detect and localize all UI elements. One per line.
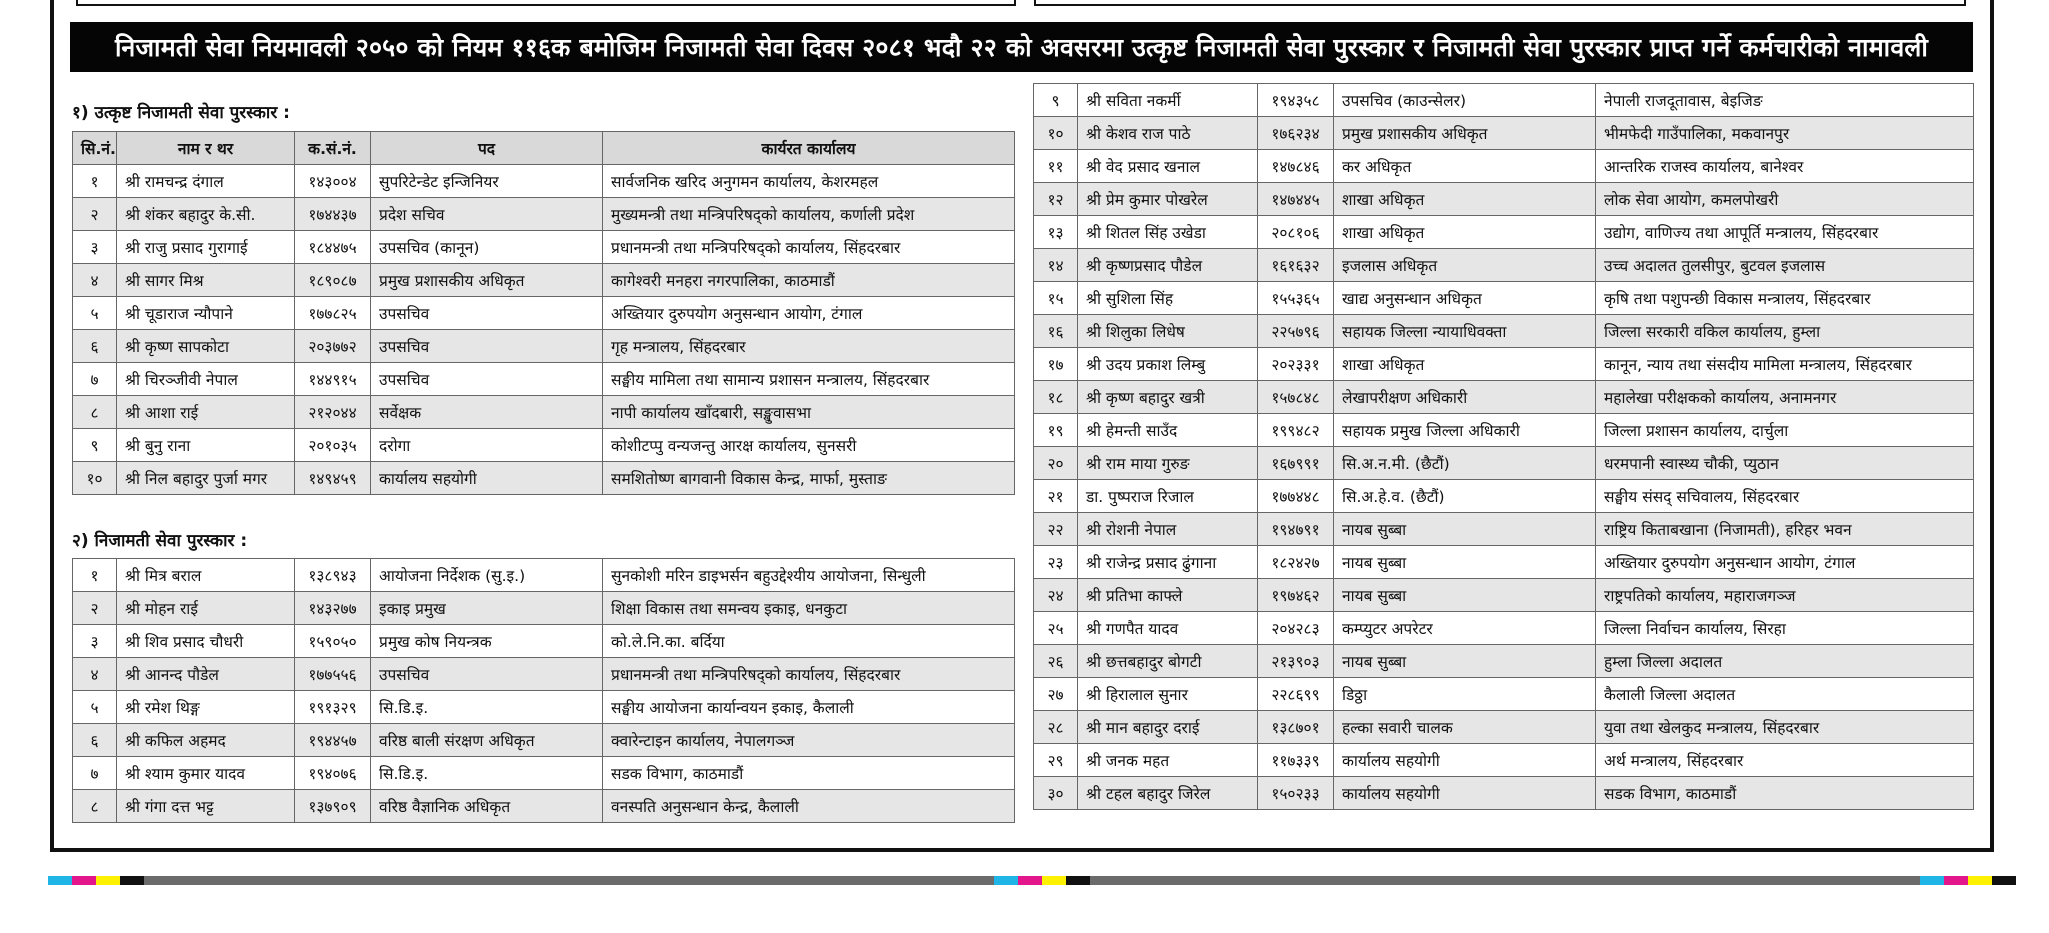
header-serial: सि.नं. (73, 132, 117, 165)
table-row (1034, 249, 1974, 282)
cell-name: श्री सुशिला सिंह (1078, 282, 1258, 315)
cell-post: कार्यालय सहयोगी (371, 462, 603, 495)
cell-serial: १७ (1034, 348, 1078, 381)
cell-office: सडक विभाग, काठमाडौं (603, 757, 1015, 790)
table-row (73, 724, 1015, 757)
cell-name: श्री उदय प्रकाश लिम्बु (1078, 348, 1258, 381)
cell-code: १५५३६५ (1258, 282, 1334, 315)
table-row (73, 559, 1015, 592)
cell-office: युवा तथा खेलकुद मन्त्रालय, सिंहदरबार (1596, 711, 1974, 744)
cell-code: २१२०४४ (295, 396, 371, 429)
cell-serial: ९ (1034, 84, 1078, 117)
table-header-row (73, 132, 1015, 165)
cell-serial: ६ (73, 330, 117, 363)
table-row (73, 429, 1015, 462)
cell-post: सुपरिटेन्डेट इन्जिनियर (371, 165, 603, 198)
cell-serial: २६ (1034, 645, 1078, 678)
cell-name: श्री कृष्ण सापकोटा (117, 330, 295, 363)
table-row (1034, 150, 1974, 183)
cell-name: श्री गणपैत यादव (1078, 612, 1258, 645)
cell-office: जिल्ला सरकारी वकिल कार्यालय, हुम्ला (1596, 315, 1974, 348)
cell-post: प्रदेश सचिव (371, 198, 603, 231)
cell-code: १८९०८७ (295, 264, 371, 297)
cell-serial: २० (1034, 447, 1078, 480)
cell-office: क्वारेन्टाइन कार्यालय, नेपालगञ्ज (603, 724, 1015, 757)
cell-post: लेखापरीक्षण अधिकारी (1334, 381, 1596, 414)
cell-code: १४७८४६ (1258, 150, 1334, 183)
cell-code: १४३००४ (295, 165, 371, 198)
cell-name: श्री शितल सिंह उखेडा (1078, 216, 1258, 249)
table-row (73, 625, 1015, 658)
cell-serial: २३ (1034, 546, 1078, 579)
table-row (1034, 579, 1974, 612)
cell-code: १९४३५८ (1258, 84, 1334, 117)
table-row (1034, 711, 1974, 744)
cell-serial: २९ (1034, 744, 1078, 777)
cell-serial: ३ (73, 231, 117, 264)
section1-title: १) उत्कृष्ट निजामती सेवा पुरस्कार : (72, 103, 290, 123)
cell-office: राष्ट्रिय किताबखाना (निजामती), हरिहर भवन (1596, 513, 1974, 546)
cell-office: सङ्घीय संसद् सचिवालय, सिंहदरबार (1596, 480, 1974, 513)
cell-name: श्री वेद प्रसाद खनाल (1078, 150, 1258, 183)
cell-serial: १० (1034, 117, 1078, 150)
cell-post: सहायक जिल्ला न्यायाधिवक्ता (1334, 315, 1596, 348)
cell-serial: २१ (1034, 480, 1078, 513)
cell-office: कागेश्वरी मनहरा नगरपालिका, काठमाडौं (603, 264, 1015, 297)
cell-code: १८४४७५ (295, 231, 371, 264)
cell-name: श्री हिरालाल सुनार (1078, 678, 1258, 711)
cell-code: ११७३३९ (1258, 744, 1334, 777)
table-row (1034, 678, 1974, 711)
cell-code: १४९४५९ (295, 462, 371, 495)
cell-code: १७४४३७ (295, 198, 371, 231)
cell-name: श्री बुनु राना (117, 429, 295, 462)
cell-name: श्री प्रतिभा काफ्ले (1078, 579, 1258, 612)
cell-name: श्री रोशनी नेपाल (1078, 513, 1258, 546)
cell-serial: ४ (73, 658, 117, 691)
cell-post: सि.अ.न.मी. (छैटौं) (1334, 447, 1596, 480)
cell-office: को.ले.नि.का. बर्दिया (603, 625, 1015, 658)
table-row (1034, 315, 1974, 348)
section2-table (72, 558, 1015, 823)
cell-code: २२५७९६ (1258, 315, 1334, 348)
header-office: कार्यरत कार्यालय (603, 132, 1015, 165)
cell-code: १६७९९१ (1258, 447, 1334, 480)
cell-code: १५७८४८ (1258, 381, 1334, 414)
table-row (1034, 546, 1974, 579)
header-name: नाम र थर (117, 132, 295, 165)
cell-code: १७७८२५ (295, 297, 371, 330)
cell-office: कानून, न्याय तथा संसदीय मामिला मन्त्रालय, सिंहदरबार (1596, 348, 1974, 381)
cell-serial: १२ (1034, 183, 1078, 216)
cell-code: १४३२७७ (295, 592, 371, 625)
cell-serial: २ (73, 198, 117, 231)
table-row (1034, 480, 1974, 513)
cell-serial: २४ (1034, 579, 1078, 612)
cell-serial: २७ (1034, 678, 1078, 711)
cell-code: १९४७९१ (1258, 513, 1334, 546)
cell-office: सुनकोशी मरिन डाइभर्सन बहुउद्देश्यीय आयोजना, सिन्धुली (603, 559, 1015, 592)
cell-office: जिल्ला प्रशासन कार्यालय, दार्चुला (1596, 414, 1974, 447)
cell-post: शाखा अधिकृत (1334, 216, 1596, 249)
cell-post: डिठ्ठा (1334, 678, 1596, 711)
cell-serial: ३० (1034, 777, 1078, 810)
table-row (1034, 513, 1974, 546)
cell-name: श्री मोहन राई (117, 592, 295, 625)
table-row (73, 198, 1015, 231)
cell-code: २२८६९९ (1258, 678, 1334, 711)
table-row (73, 757, 1015, 790)
cell-serial: ८ (73, 790, 117, 823)
cell-name: श्री शंकर बहादुर के.सी. (117, 198, 295, 231)
cell-serial: १५ (1034, 282, 1078, 315)
table-row (73, 231, 1015, 264)
section1-table (72, 131, 1015, 495)
table-row (1034, 777, 1974, 810)
table-row (1034, 612, 1974, 645)
cell-office: गृह मन्त्रालय, सिंहदरबार (603, 330, 1015, 363)
table-row (73, 165, 1015, 198)
table-row (1034, 183, 1974, 216)
cell-post: दरोगा (371, 429, 603, 462)
cell-serial: २५ (1034, 612, 1078, 645)
cell-code: २०३७७२ (295, 330, 371, 363)
cell-post: सि.डि.इ. (371, 691, 603, 724)
cell-post: प्रमुख कोष नियन्त्रक (371, 625, 603, 658)
section2-right-table (1033, 83, 1974, 810)
cell-post: नायब सुब्बा (1334, 645, 1596, 678)
table-row (73, 297, 1015, 330)
cell-serial: १८ (1034, 381, 1078, 414)
cell-post: खाद्य अनुसन्धान अधिकृत (1334, 282, 1596, 315)
cell-post: कम्प्युटर अपरेटर (1334, 612, 1596, 645)
cell-serial: ५ (73, 691, 117, 724)
cell-office: सार्वजनिक खरिद अनुगमन कार्यालय, केशरमहल (603, 165, 1015, 198)
table-row (1034, 216, 1974, 249)
table-row (73, 658, 1015, 691)
cell-office: सडक विभाग, काठमाडौं (1596, 777, 1974, 810)
cell-post: प्रमुख प्रशासकीय अधिकृत (371, 264, 603, 297)
cell-name: श्री आनन्द पौडेल (117, 658, 295, 691)
cell-serial: ५ (73, 297, 117, 330)
cell-name: श्री सागर मिश्र (117, 264, 295, 297)
table-row (1034, 447, 1974, 480)
cell-office: लोक सेवा आयोग, कमलपोखरी (1596, 183, 1974, 216)
cell-serial: १ (73, 165, 117, 198)
cell-post: शाखा अधिकृत (1334, 183, 1596, 216)
top-right-box (1034, 0, 1966, 6)
cell-name: श्री सविता नकर्मी (1078, 84, 1258, 117)
cell-name: श्री निल बहादुर पुर्जा मगर (117, 462, 295, 495)
cell-serial: १४ (1034, 249, 1078, 282)
cell-name: श्री जनक महत (1078, 744, 1258, 777)
table-row (73, 592, 1015, 625)
cell-post: उपसचिव (कानून) (371, 231, 603, 264)
cell-serial: ३ (73, 625, 117, 658)
table-row (1034, 645, 1974, 678)
cell-code: १४४९१५ (295, 363, 371, 396)
table-row (1034, 282, 1974, 315)
cell-office: भीमफेदी गाउँपालिका, मकवानपुर (1596, 117, 1974, 150)
cell-post: उपसचिव (371, 297, 603, 330)
color-registration-bar (48, 876, 2016, 885)
cell-office: नापी कार्यालय खाँदबारी, सङ्खुवासभा (603, 396, 1015, 429)
cell-office: उच्च अदालत तुलसीपुर, बुटवल इजलास (1596, 249, 1974, 282)
cell-code: १९९४८२ (1258, 414, 1334, 447)
cell-name: श्री मान बहादुर दराई (1078, 711, 1258, 744)
cell-serial: ११ (1034, 150, 1078, 183)
cell-name: श्री छत्तबहादुर बोगटी (1078, 645, 1258, 678)
cell-office: कोशीटप्पु वन्यजन्तु आरक्ष कार्यालय, सुनसरी (603, 429, 1015, 462)
cell-name: श्री कृष्ण बहादुर खत्री (1078, 381, 1258, 414)
cell-post: सहायक प्रमुख जिल्ला अधिकारी (1334, 414, 1596, 447)
cell-name: श्री कृष्णप्रसाद पौडेल (1078, 249, 1258, 282)
cell-office: आन्तरिक राजस्व कार्यालय, बानेश्वर (1596, 150, 1974, 183)
cell-serial: २८ (1034, 711, 1078, 744)
cell-name: श्री राजेन्द्र प्रसाद ढुंगाना (1078, 546, 1258, 579)
cell-code: १९१३२९ (295, 691, 371, 724)
cell-post: वरिष्ठ वैज्ञानिक अधिकृत (371, 790, 603, 823)
cell-office: अर्थ मन्त्रालय, सिंहदरबार (1596, 744, 1974, 777)
table-row (73, 396, 1015, 429)
cell-code: १५९०५० (295, 625, 371, 658)
cell-serial: १९ (1034, 414, 1078, 447)
cell-serial: १ (73, 559, 117, 592)
cell-office: अख्तियार दुरुपयोग अनुसन्धान आयोग, टंगाल (1596, 546, 1974, 579)
cell-serial: २ (73, 592, 117, 625)
table-row (73, 790, 1015, 823)
cell-office: कैलाली जिल्ला अदालत (1596, 678, 1974, 711)
cell-serial: ७ (73, 363, 117, 396)
cell-name: श्री राजु प्रसाद गुरागाई (117, 231, 295, 264)
cell-code: १४७४४५ (1258, 183, 1334, 216)
cell-code: १३७९०९ (295, 790, 371, 823)
cell-office: जिल्ला निर्वाचन कार्यालय, सिरहा (1596, 612, 1974, 645)
cell-post: उपसचिव (काउन्सेलर) (1334, 84, 1596, 117)
cell-post: कर अधिकृत (1334, 150, 1596, 183)
table-row (1034, 381, 1974, 414)
cell-office: मुख्यमन्त्री तथा मन्त्रिपरिषद्को कार्यालय, कर्णाली प्रदेश (603, 198, 1015, 231)
cell-office: कृषि तथा पशुपन्छी विकास मन्त्रालय, सिंहदरबार (1596, 282, 1974, 315)
cell-post: नायब सुब्बा (1334, 579, 1596, 612)
cell-code: २०८१०६ (1258, 216, 1334, 249)
table-row (73, 462, 1015, 495)
cell-post: नायब सुब्बा (1334, 513, 1596, 546)
cell-office: शिक्षा विकास तथा समन्वय इकाइ, धनकुटा (603, 592, 1015, 625)
cell-post: वरिष्ठ बाली संरक्षण अधिकृत (371, 724, 603, 757)
cell-office: हुम्ला जिल्ला अदालत (1596, 645, 1974, 678)
cell-serial: २२ (1034, 513, 1078, 546)
cell-post: उपसचिव (371, 330, 603, 363)
cell-code: १७६२३४ (1258, 117, 1334, 150)
cell-post: सि.अ.हे.व. (छैटौं) (1334, 480, 1596, 513)
cell-office: राष्ट्रपतिको कार्यालय, महाराजगञ्ज (1596, 579, 1974, 612)
cell-name: डा. पुष्पराज रिजाल (1078, 480, 1258, 513)
cell-office: उद्योग, वाणिज्य तथा आपूर्ति मन्त्रालय, सिंहदरबार (1596, 216, 1974, 249)
cell-office: प्रधानमन्त्री तथा मन्त्रिपरिषद्को कार्यालय, सिंहदरबार (603, 658, 1015, 691)
table-row (1034, 117, 1974, 150)
cell-post: आयोजना निर्देशक (सु.इ.) (371, 559, 603, 592)
cell-code: १७७५५६ (295, 658, 371, 691)
cell-name: श्री टहल बहादुर जिरेल (1078, 777, 1258, 810)
cell-office: वनस्पति अनुसन्धान केन्द्र, कैलाली (603, 790, 1015, 823)
cell-office: समशितोष्ण बागवानी विकास केन्द्र, मार्फा, मुस्ताङ (603, 462, 1015, 495)
cell-code: २०२३३१ (1258, 348, 1334, 381)
cell-post: उपसचिव (371, 363, 603, 396)
cell-post: नायब सुब्बा (1334, 546, 1596, 579)
cell-serial: १६ (1034, 315, 1078, 348)
cell-serial: १० (73, 462, 117, 495)
cell-serial: ९ (73, 429, 117, 462)
table-row (1034, 414, 1974, 447)
cell-office: सङ्घीय मामिला तथा सामान्य प्रशासन मन्त्रालय, सिंहदरबार (603, 363, 1015, 396)
cell-office: नेपाली राजदूतावास, बेइजिङ (1596, 84, 1974, 117)
table-row (1034, 84, 1974, 117)
cell-post: उपसचिव (371, 658, 603, 691)
cell-code: १६१६३२ (1258, 249, 1334, 282)
cell-name: श्री चिरञ्जीवी नेपाल (117, 363, 295, 396)
cell-name: श्री रामचन्द्र दंगाल (117, 165, 295, 198)
cell-code: १३८७०१ (1258, 711, 1334, 744)
cell-code: १९४४५७ (295, 724, 371, 757)
cell-post: शाखा अधिकृत (1334, 348, 1596, 381)
cell-name: श्री शिव प्रसाद चौधरी (117, 625, 295, 658)
cell-office: धरमपानी स्वास्थ्य चौकी, प्युठान (1596, 447, 1974, 480)
cell-name: श्री राम माया गुरुङ (1078, 447, 1258, 480)
cell-name: श्री मित्र बराल (117, 559, 295, 592)
cell-name: श्री कफिल अहमद (117, 724, 295, 757)
cell-post: इजलास अधिकृत (1334, 249, 1596, 282)
cell-name: श्री गंगा दत्त भट्ट (117, 790, 295, 823)
cell-name: श्री केशव राज पाठे (1078, 117, 1258, 150)
table-row (1034, 744, 1974, 777)
cell-post: कार्यालय सहयोगी (1334, 777, 1596, 810)
cell-serial: १३ (1034, 216, 1078, 249)
cell-code: १७७४४८ (1258, 480, 1334, 513)
cell-code: १९७४६२ (1258, 579, 1334, 612)
cell-serial: ६ (73, 724, 117, 757)
cell-name: श्री श्याम कुमार यादव (117, 757, 295, 790)
cell-name: श्री आशा राई (117, 396, 295, 429)
cell-name: श्री चूडाराज न्यौपाने (117, 297, 295, 330)
cell-serial: ७ (73, 757, 117, 790)
cell-code: १८२४२७ (1258, 546, 1334, 579)
table-row (73, 264, 1015, 297)
cell-code: १३८९४३ (295, 559, 371, 592)
section2-title: २) निजामती सेवा पुरस्कार : (72, 531, 248, 551)
cell-code: १९४०७६ (295, 757, 371, 790)
cell-post: सर्वेक्षक (371, 396, 603, 429)
cell-name: श्री प्रेम कुमार पोखरेल (1078, 183, 1258, 216)
table-row (1034, 348, 1974, 381)
cell-name: श्री शिलुका लिधेष (1078, 315, 1258, 348)
header-code: क.सं.नं. (295, 132, 371, 165)
banner-title: निजामती सेवा नियमावली २०५० को नियम ११६क बमोजिम निजामती सेवा दिवस २०८१ भदौ २२ को अवसरमा उत्कृष्ट निजामती सेवा पुरस्कार र निजामती सेवा पुरस्कार प्राप्त गर्ने कर्मचारीको नामावली (70, 22, 1973, 72)
cell-post: हल्का सवारी चालक (1334, 711, 1596, 744)
cell-post: इकाइ प्रमुख (371, 592, 603, 625)
table-row (73, 691, 1015, 724)
cell-name: श्री हेमन्ती साउँद (1078, 414, 1258, 447)
cell-post: प्रमुख प्रशासकीय अधिकृत (1334, 117, 1596, 150)
top-left-box (76, 0, 1016, 6)
cell-serial: ८ (73, 396, 117, 429)
cell-post: कार्यालय सहयोगी (1334, 744, 1596, 777)
cell-office: प्रधानमन्त्री तथा मन्त्रिपरिषद्को कार्यालय, सिंहदरबार (603, 231, 1015, 264)
cell-code: २०१०३५ (295, 429, 371, 462)
cell-office: सङ्घीय आयोजना कार्यान्वयन इकाइ, कैलाली (603, 691, 1015, 724)
cell-serial: ४ (73, 264, 117, 297)
cell-name: श्री रमेश थिङ्ग (117, 691, 295, 724)
cell-office: अख्तियार दुरुपयोग अनुसन्धान आयोग, टंगाल (603, 297, 1015, 330)
table-row (73, 363, 1015, 396)
header-post: पद (371, 132, 603, 165)
table-row (73, 330, 1015, 363)
cell-code: २०४२८३ (1258, 612, 1334, 645)
cell-code: १५०२३३ (1258, 777, 1334, 810)
cell-office: महालेखा परीक्षकको कार्यालय, अनामनगर (1596, 381, 1974, 414)
cell-code: २१३९०३ (1258, 645, 1334, 678)
cell-post: सि.डि.इ. (371, 757, 603, 790)
